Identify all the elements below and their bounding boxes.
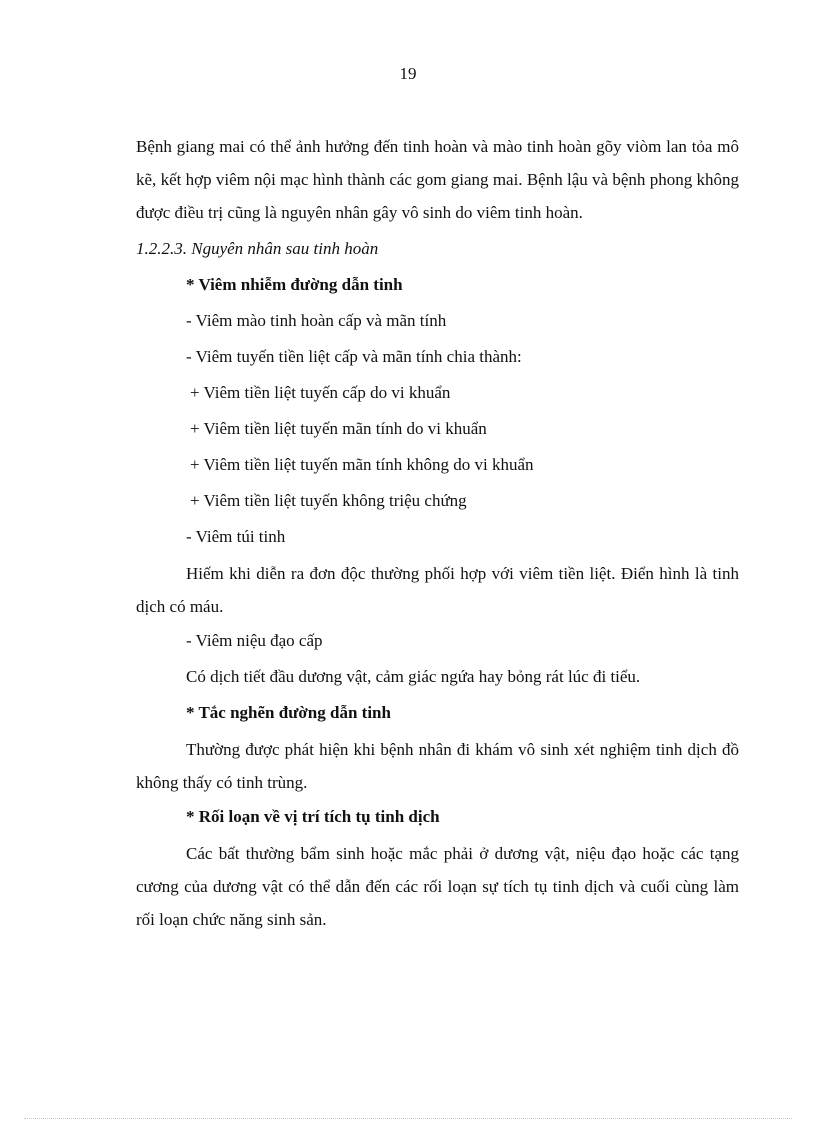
paragraph-urethritis: Có dịch tiết đầu dương vật, cảm giác ngứa hay bỏng rát lúc đi tiểu. (186, 667, 641, 686)
paragraph-seminal-vesicle: Hiếm khi diễn ra đơn độc thường phối hợp với viêm tiền liệt. Điển hình là tinh dịch có máu. (136, 564, 739, 616)
heading-inflammation: * Viêm nhiễm đường dẫn tinh (186, 275, 403, 294)
footer-divider (24, 1118, 792, 1119)
sub-item-bacterial-acute: + Viêm tiền liệt tuyến cấp do vi khuẩn (190, 383, 451, 402)
page-number: 19 (399, 64, 417, 83)
list-item-epididymitis: - Viêm mào tinh hoàn cấp và mãn tính (186, 311, 447, 330)
document-body (136, 130, 739, 936)
list-item-seminal-vesicle: - Viêm túi tinh (186, 527, 286, 546)
section-heading: 1.2.2.3. Nguyên nhân sau tinh hoàn (136, 239, 379, 258)
sub-item-nonbacterial-chronic: + Viêm tiền liệt tuyến mãn tính không do vi khuẩn (190, 455, 534, 474)
heading-obstruction: * Tắc nghẽn đường dẫn tinh (186, 703, 391, 722)
paragraph-disorder: Các bất thường bẩm sinh hoặc mắc phải ở dương vật, niệu đạo hoặc các tạng cương của dương vật có thể dẫn đến các rối loạn sự tích tụ tinh dịch và cuối cùng làm rối loạn chức năng sinh sản. (136, 844, 739, 929)
sub-item-asymptomatic: + Viêm tiền liệt tuyến không triệu chứng (190, 491, 467, 510)
list-item-urethritis: - Viêm niệu đạo cấp (186, 631, 323, 650)
paragraph-syphilis: Bệnh giang mai có thể ảnh hưởng đến tinh hoàn và mào tinh hoàn gõy viòm lan tỏa mô kẽ, kết hợp viêm nội mạc hình thành các gom giang mai. Bệnh lậu và bệnh phong không được điều trị cũng là nguyên nhân gây vô sinh do viêm tinh hoàn. (136, 137, 739, 222)
paragraph-obstruction: Thường được phát hiện khi bệnh nhân đi khám vô sinh xét nghiệm tinh dịch đồ không thấy có tinh trùng. (136, 740, 739, 792)
list-item-prostatitis: - Viêm tuyến tiền liệt cấp và mãn tính chia thành: (186, 347, 522, 366)
sub-item-bacterial-chronic: + Viêm tiền liệt tuyến mãn tính do vi khuẩn (190, 419, 487, 438)
heading-disorder: * Rối loạn về vị trí tích tụ tinh dịch (186, 807, 440, 826)
